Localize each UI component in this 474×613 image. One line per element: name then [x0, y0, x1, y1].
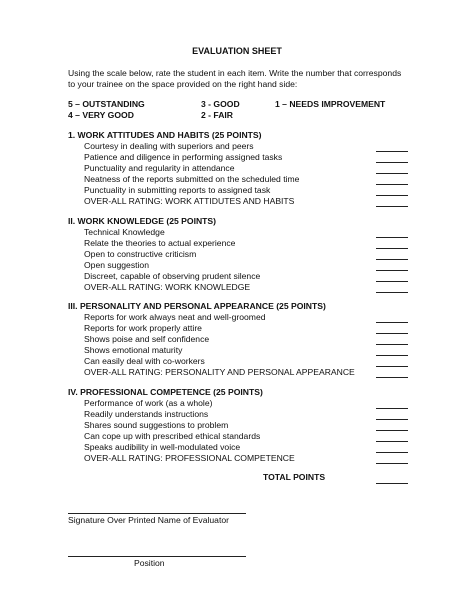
criterion-item: Speaks audibility in well-modulated voice — [84, 442, 241, 452]
page-title: EVALUATION SHEET — [192, 46, 282, 56]
criterion-item: Punctuality in submitting reports to assigned task — [84, 185, 271, 195]
instructions-text: Using the scale below, rate the student in each item. Write the number that corresponds to your trainee on the space provided on the right hand side: — [68, 68, 402, 89]
rating-blank[interactable] — [376, 419, 408, 420]
rating-blank[interactable] — [376, 162, 408, 163]
signature-label: Signature Over Printed Name of Evaluator — [68, 515, 229, 525]
rating-blank[interactable] — [376, 195, 408, 196]
criterion-item: Open to constructive criticism — [84, 249, 197, 259]
section-title: II. WORK KNOWLEDGE (25 POINTS) — [68, 216, 217, 226]
signature-line[interactable] — [68, 513, 246, 514]
scale-good: 3 - GOOD — [201, 99, 240, 109]
overall-rating-item: OVER-ALL RATING: WORK ATTIDUTES AND HABITS — [84, 196, 295, 206]
total-points-blank[interactable] — [376, 483, 408, 484]
section-title: 1. WORK ATTITUDES AND HABITS (25 POINTS) — [68, 130, 262, 140]
scale-very-good: 4 – VERY GOOD — [68, 110, 134, 120]
criterion-item: Shares sound suggestions to problem — [84, 420, 229, 430]
criterion-item: Shows emotional maturity — [84, 345, 183, 355]
criterion-item: Can cope up with prescribed ethical standards — [84, 431, 261, 441]
section-title: III. PERSONALITY AND PERSONAL APPEARANCE (25 POINTS) — [68, 301, 326, 311]
overall-rating-item: OVER-ALL RATING: PERSONALITY AND PERSONAL APPEARANCE — [84, 367, 355, 377]
criterion-item: Patience and diligence in performing assigned tasks — [84, 152, 283, 162]
overall-rating-item: OVER-ALL RATING: PROFESSIONAL COMPETENCE — [84, 453, 295, 463]
criterion-item: Punctuality and regularity in attendance — [84, 163, 235, 173]
rating-blank[interactable] — [376, 173, 408, 174]
total-points-label: TOTAL POINTS — [263, 472, 326, 482]
scale-needs-improvement: 1 – NEEDS IMPROVEMENT — [275, 99, 386, 109]
rating-blank[interactable] — [376, 333, 408, 334]
criterion-item: Technical Knowledge — [84, 227, 165, 237]
overall-rating-item: OVER-ALL RATING: WORK KNOWLEDGE — [84, 282, 251, 292]
criterion-item: Relate the theories to actual experience — [84, 238, 236, 248]
rating-scale — [68, 99, 428, 121]
rating-blank[interactable] — [376, 322, 408, 323]
rating-blank[interactable] — [376, 259, 408, 260]
rating-blank[interactable] — [376, 377, 408, 378]
criterion-item: Open suggestion — [84, 260, 149, 270]
rating-blank[interactable] — [376, 452, 408, 453]
criterion-item: Can easily deal with co-workers — [84, 356, 205, 366]
rating-blank[interactable] — [376, 366, 408, 367]
criterion-item: Discreet, capable of observing prudent silence — [84, 271, 261, 281]
criterion-item: Readily understands instructions — [84, 409, 209, 419]
rating-blank[interactable] — [376, 237, 408, 238]
rating-blank[interactable] — [376, 344, 408, 345]
section-title: IV. PROFESSIONAL COMPETENCE (25 POINTS) — [68, 387, 263, 397]
criterion-item: Neatness of the reports submitted on the scheduled time — [84, 174, 300, 184]
criterion-item: Courtesy in dealing with superiors and peers — [84, 141, 254, 151]
rating-blank[interactable] — [376, 206, 408, 207]
rating-blank[interactable] — [376, 441, 408, 442]
scale-fair: 2 - FAIR — [201, 110, 233, 120]
rating-blank[interactable] — [376, 408, 408, 409]
rating-blank[interactable] — [376, 248, 408, 249]
criterion-item: Shows poise and self confidence — [84, 334, 210, 344]
position-label: Position — [134, 558, 165, 568]
rating-blank[interactable] — [376, 270, 408, 271]
criterion-item: Reports for work properly attire — [84, 323, 202, 333]
rating-blank[interactable] — [376, 463, 408, 464]
scale-outstanding: 5 – OUTSTANDING — [68, 99, 145, 109]
criterion-item: Performance of work (as a whole) — [84, 398, 213, 408]
rating-blank[interactable] — [376, 430, 408, 431]
criterion-item: Reports for work always neat and well-groomed — [84, 312, 266, 322]
rating-blank[interactable] — [376, 355, 408, 356]
rating-blank[interactable] — [376, 151, 408, 152]
rating-blank[interactable] — [376, 281, 408, 282]
rating-blank[interactable] — [376, 184, 408, 185]
rating-blank[interactable] — [376, 292, 408, 293]
position-line[interactable] — [68, 556, 246, 557]
